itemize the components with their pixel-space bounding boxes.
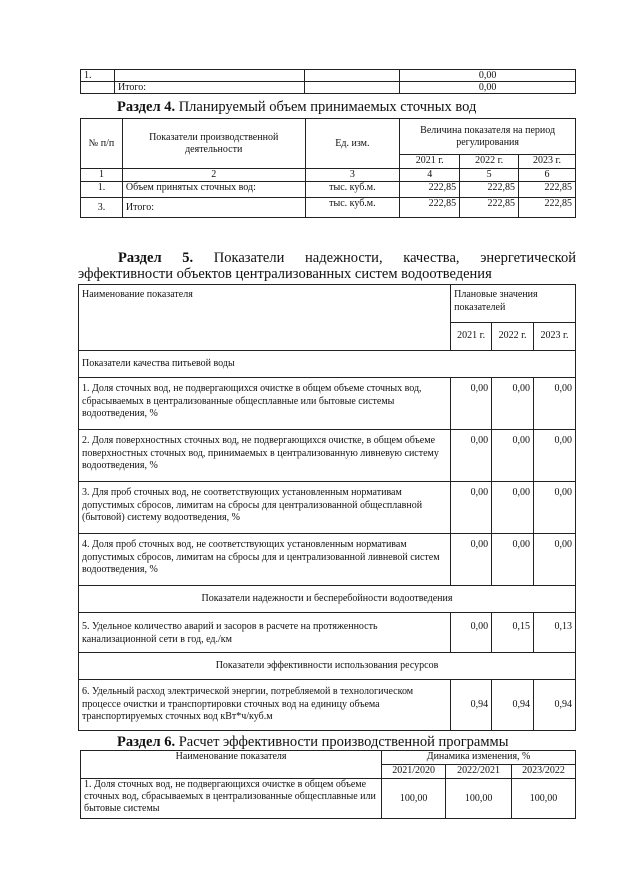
group-title: Показатели качества питьевой воды [79, 351, 576, 378]
indicator-value: 0,94 [534, 680, 576, 731]
row-name: Итого: [122, 198, 305, 218]
indicator-text: 5. Удельное количество аварий и засоров в расчете на протяженность канализационной сети в год, ед./км [79, 613, 451, 653]
indicator-value: 100,00 [446, 779, 512, 819]
section5-word: 5. [182, 250, 194, 266]
group-title: Показатели надежности и бесперебойности водоотведения [79, 586, 576, 613]
header-plan: Плановые значения показателей [451, 285, 576, 323]
col-number: 6 [519, 169, 576, 182]
indicator-text: 1. Доля сточных вод, не подвергающихся очистке в общем объеме сточных вод, сбрасываемых в централизованные общесплавные или бытовые системы водоотведения, % [79, 378, 451, 430]
table-row [79, 482, 576, 534]
section4-prefix: Раздел 4. [117, 99, 176, 115]
table-row [79, 534, 576, 586]
table-row [81, 198, 576, 218]
group-row [79, 653, 576, 680]
table-header-row [81, 119, 576, 155]
row-name [114, 70, 304, 82]
table-row [79, 680, 576, 731]
header-year: 2021 г. [400, 155, 460, 169]
row-number: 1. [81, 182, 123, 198]
header-name: Наименование показателя [81, 751, 382, 779]
group-title: Показатели эффективности использования ресурсов [79, 653, 576, 680]
row-value: 222,85 [460, 182, 519, 198]
indicator-value: 0,00 [451, 482, 492, 534]
indicator-value: 0,00 [534, 430, 576, 482]
row-value: 222,85 [400, 182, 460, 198]
section4-heading [117, 99, 476, 116]
header-year: 2023 г. [534, 323, 576, 351]
indicator-value: 0,00 [534, 534, 576, 586]
row-number: 1. [81, 70, 115, 82]
top-table [80, 69, 576, 94]
indicator-text: 2. Доля поверхностных сточных вод, не подвергающихся очистке, в общем объеме поверхностных сточных вод, принимаемых в централизованную ливневую систему водоотведения, % [79, 430, 451, 482]
indicator-text: 6. Удельный расход электрической энергии, потребляемой в технологическом процессе очистки и транспортировки сточных вод на единицу объема транспортируемых сточных вод кВт*ч/куб.м [79, 680, 451, 731]
table-row [81, 70, 576, 82]
indicator-value: 0,00 [451, 378, 492, 430]
row-unit: тыс. куб.м. [305, 182, 400, 198]
header-num: № п/п [81, 119, 123, 169]
col-number: 5 [460, 169, 519, 182]
indicator-value: 100,00 [512, 779, 576, 819]
col-number: 4 [400, 169, 460, 182]
row-name: Итого: [114, 82, 304, 94]
section5-word: качества, [403, 250, 460, 266]
header-unit: Ед. изм. [305, 119, 400, 169]
row-unit: тыс. куб.м. [305, 198, 400, 218]
section4-title: Планируемый объем принимаемых сточных вод [178, 99, 477, 115]
header-dynamics: Динамика изменения, % [382, 751, 576, 765]
section6-title: Расчет эффективности производственной программы [178, 734, 509, 750]
indicator-value: 0,00 [492, 378, 534, 430]
header-year: 2022 г. [460, 155, 519, 169]
indicator-value: 0,00 [534, 482, 576, 534]
col-number: 2 [122, 169, 305, 182]
row-name: Объем принятых сточных вод: [122, 182, 305, 198]
header-period: 2022/2021 [446, 765, 512, 779]
table-row [79, 378, 576, 430]
row-value: 222,85 [400, 198, 460, 218]
section5-heading-line1 [118, 250, 576, 267]
col-number: 1 [81, 169, 123, 182]
column-numbers-row [81, 169, 576, 182]
header-indicator: Показатели производственной деятельности [122, 119, 305, 169]
header-name: Наименование показателя [79, 285, 451, 351]
table-row [81, 779, 576, 819]
indicator-value: 0,00 [451, 613, 492, 653]
group-row [79, 351, 576, 378]
row-unit [304, 82, 400, 94]
indicator-text: 1. Доля сточных вод, не подвергающихся очистке в общем объеме сточных вод, сбрасываемых в централизованные общесплавные или бытовые системы [81, 779, 382, 819]
table-header-row [81, 751, 576, 765]
header-period: 2021/2020 [382, 765, 446, 779]
row-value: 0,00 [400, 82, 576, 94]
section5-word: энергетической [480, 250, 576, 266]
indicator-text: 3. Для проб сточных вод, не соответствующих установленным нормативам допустимых сбросов, лимитам на сбросы для централизованной общесплавной (бытовой) систему водоотведения, % [79, 482, 451, 534]
header-year: 2022 г. [492, 323, 534, 351]
indicator-text: 4. Доля проб сточных вод, не соответствующих установленным нормативам допустимых сбросов, лимитам на сбросы для и централизованной ливневой систем водоотведения, % [79, 534, 451, 586]
indicator-value: 0,00 [451, 534, 492, 586]
table-row [81, 182, 576, 198]
indicator-value: 0,94 [451, 680, 492, 731]
header-period: 2023/2022 [512, 765, 576, 779]
row-value: 222,85 [519, 182, 576, 198]
row-unit [304, 70, 400, 82]
section5-table [78, 284, 576, 731]
header-year: 2023 г. [519, 155, 576, 169]
row-value: 0,00 [400, 70, 576, 82]
section5-word: Раздел [118, 250, 162, 266]
section5-word: надежности, [305, 250, 383, 266]
indicator-value: 100,00 [382, 779, 446, 819]
indicator-value: 0,00 [492, 482, 534, 534]
indicator-value: 0,00 [451, 430, 492, 482]
indicator-value: 0,00 [492, 430, 534, 482]
header-year: 2021 г. [451, 323, 492, 351]
indicator-value: 0,15 [492, 613, 534, 653]
table-header-row [79, 285, 576, 323]
indicator-value: 0,13 [534, 613, 576, 653]
section6-table [80, 750, 576, 819]
row-value: 222,85 [519, 198, 576, 218]
table-row [81, 82, 576, 94]
row-number: 3. [81, 198, 123, 218]
indicator-value: 0,00 [534, 378, 576, 430]
section5-word: Показатели [213, 250, 285, 266]
group-row [79, 586, 576, 613]
col-number: 3 [305, 169, 400, 182]
indicator-value: 0,00 [492, 534, 534, 586]
table-row [79, 430, 576, 482]
section6-prefix: Раздел 6. [117, 734, 176, 750]
section5-heading-line2: эффективности объектов централизованных систем водоотведения [78, 266, 492, 282]
indicator-value: 0,94 [492, 680, 534, 731]
section6-heading [117, 734, 508, 751]
table-row [79, 613, 576, 653]
row-value: 222,85 [460, 198, 519, 218]
header-period: Величина показателя на период регулирования [400, 119, 576, 155]
section4-table [80, 118, 576, 218]
row-number [81, 82, 115, 94]
